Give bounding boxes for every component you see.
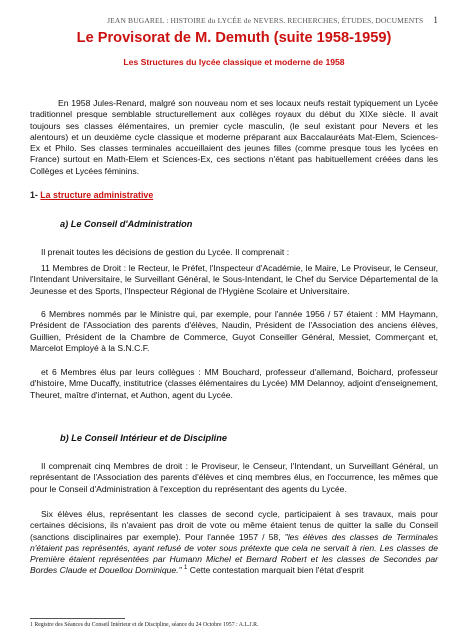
subsection-heading-a: a) Le Conseil d'Administration [60, 219, 193, 229]
section-link-structure[interactable]: La structure administrative [40, 190, 154, 200]
section-number: 1- [30, 190, 38, 200]
intro-paragraph: En 1958 Jules-Renard, malgré son nouveau nom et ses locaux neufs restait typiquement un Lycée traditionnel presque semblable structurellement aux collèges royaux du début du XIXe siècle. Il avait toujours ses classes élémentaires, un premier cycle masculin, (le seul existant pour Nevers et les alentours) et un deuxième cycle classique et moderne préparant aux Baccalauréats Mat-Elem, Sciences-Ex et Philo. Ses classes terminales accueillaient des jeunes filles (comme presque tous les lycées en France) surtout en Math-Elem et Sciences-Ex, ces sections n'étant pas habituellement créées dans les Collèges et Lycées féminins. [30, 98, 438, 176]
paragraph-b1: Il comprenait cinq Membres de droit : le Proviseur, le Censeur, l'Intendant, un Surveillant Général, un représentant de l'Association des parents d'élèves et cinq membres élus, en l'occurrence, les mêmes que pour le Conseil d'Administration à l'exception du représentant des agents du Lycée. [30, 461, 438, 494]
footnote: 1 Registre des Séances du Conseil Intérieur et de Discipline, séance du 24 Octobre 1957 : A.L.J.R. [30, 622, 259, 628]
council-quote: "les élèves des classes de Terminales n'étaient pas représentés, ayant refusé de voter sous prétexte que cela ne servait à rien. Les classes de Première étaient représentées par Humann Michel et Bernard Robert et les classes de Secondes par Bordes Claude et Douellou Dominique." [30, 531, 438, 576]
footnote-separator [30, 618, 125, 619]
paragraph-a1: Il prenait toutes les décisions de gestion du Lycée. Il comprenait : [41, 247, 290, 257]
page-title: Le Provisorat de M. Demuth (suite 1958-1959) [76, 30, 392, 46]
running-header [40, 15, 438, 27]
paragraph-b2-start: Six élèves élus, représentant les classes de second cycle, participaient à ses travaux, mais pour certaines décisions, ils n'avaient pas droit de vote ou même étaient tenus de quitter la salle du Conseil (sanctions disciplinaires par exemple). Pour l'année 1957 / 58, [30, 509, 438, 542]
page-subtitle: Les Structures du lycée classique et moderne de 1958 [123, 57, 345, 67]
paragraph-a3: 6 Membres nommés par le Ministre qui, par exemple, pour l'année 1956 / 57 étaient : MM Haymann, Président de l'Association des parents d'élèves, Naudin, Président de l'Association des anciens élèves, Guillien, Président de la Chambre de Commerce, Guyot Conseiller Général, Messiet, Commerçant et, Marcelot Employé à la S.N.C.F. [30, 309, 438, 353]
paragraph-b2 [30, 509, 438, 577]
section-heading-1 [30, 190, 153, 200]
paragraph-b2-end: Cette contestation marquait bien l'état d'esprit [187, 565, 364, 576]
running-title: JEAN BUGAREL : HISTOIRE du LYCÉE de NEVERS. RECHERCHES, ÉTUDES, DOCUMENTS [107, 16, 424, 25]
footnote-ref[interactable]: 1 [184, 565, 188, 572]
page-number: 1 [433, 15, 438, 25]
subsection-heading-b: b) Le Conseil Intérieur et de Discipline [60, 433, 227, 443]
paragraph-a4: et 6 Membres élus par leurs collègues : MM Bouchard, professeur d'allemand, Boichard, professeur d'histoire, Mme Ducaffy, institutrice (classes élémentaires du Lycée) MM Delannoy, adjoint d'enseignement, Theuret, maître d'internat, et Authon, agent du Lycée. [30, 367, 438, 400]
paragraph-a2: 11 Membres de Droit : le Recteur, le Préfet, l'Inspecteur d'Académie, le Maire, Le Proviseur, le Censeur, l'Intendant Universitaire, le Surveillant Général, le Sous-Intendant, le Chef du Service Départemental de la Jeunesse et des Sports, l'Inspecteur Régional de l'Hygiène Scolaire et Universitaire. [30, 263, 438, 296]
